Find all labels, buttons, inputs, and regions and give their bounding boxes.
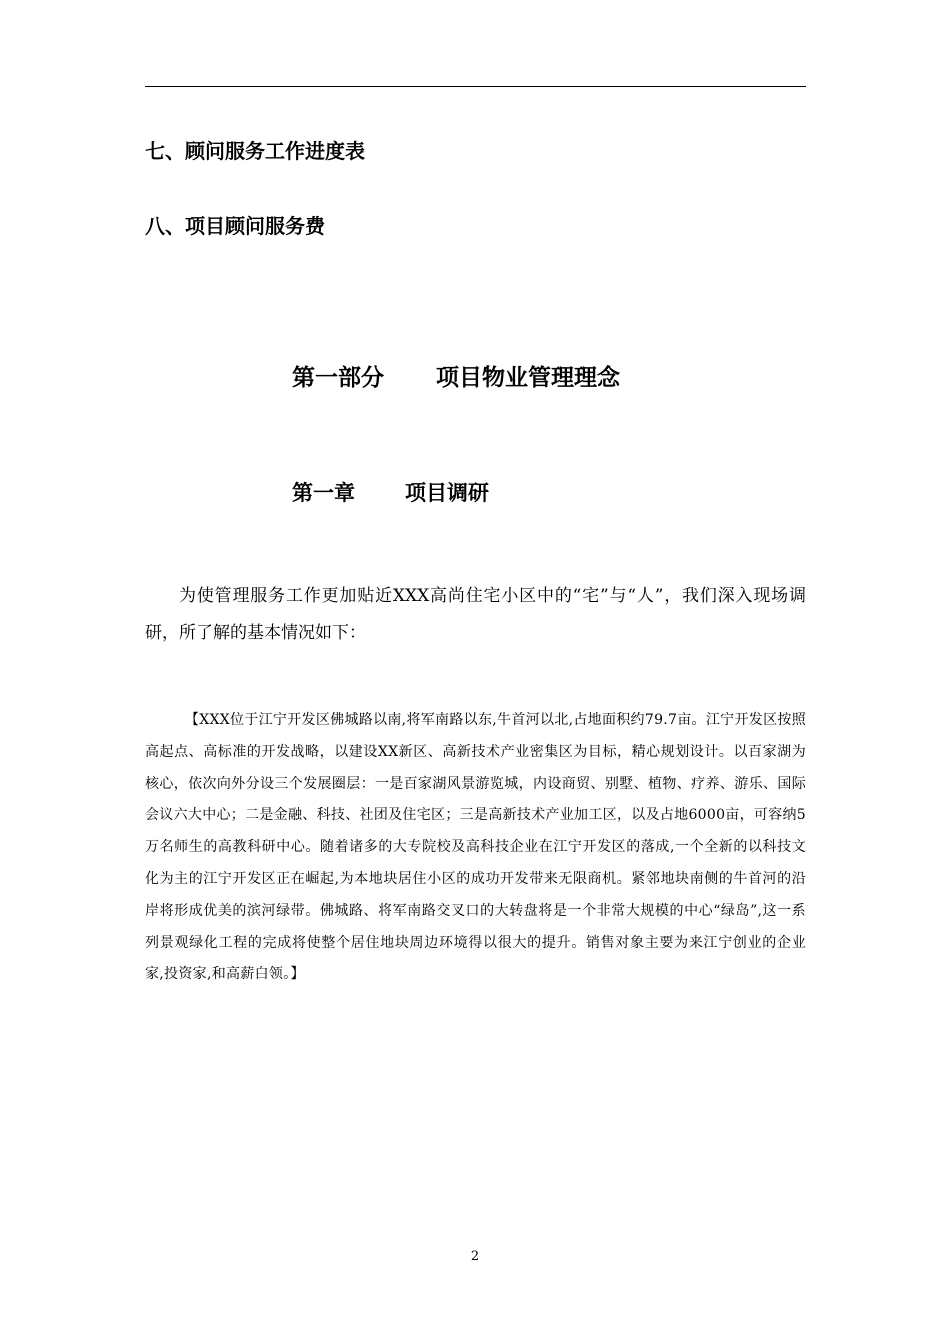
- chapter-title: 项目调研: [405, 481, 489, 505]
- intro-paragraph: 为使管理服务工作更加贴近XXX高尚住宅小区中的“宅”与“人”，我们深入现场调研，所了解的基本情况如下：: [145, 586, 806, 643]
- chapter-number: 第一章: [292, 481, 355, 505]
- page-number: 2: [470, 1249, 480, 1264]
- header-rule: [145, 86, 806, 87]
- part-number: 第一部分: [292, 365, 384, 391]
- toc-item-7: 七、顾问服务工作进度表: [145, 139, 365, 163]
- project-description-paragraph: 【XXX位于江宁开发区佛城路以南,将军南路以东,牛首河以北,占地面积约79.7亩。江宁开发区按照高起点、高标准的开发战略，以建设XX新区、高新技术产业密集区为目标，精心规划设计。以百家湖为核心，依次向外分设三个发展圈层：一是百家湖风景游览城，内设商贸、别墅、植物、疗养、游乐、国际会议六大中心；二是金融、科技、社团及住宅区；三是高新技术产业加工区，以及占地6000亩，可容纳5万名师生的高教科研中心。随着诸多的大专院校及高科技企业在江宁开发区的落成,一个全新的以科技文化为主的江宁开发区正在崛起,为本地块居住小区的成功开发带来无限商机。紧邻地块南侧的牛首河的沿岸将形成优美的滨河绿带。佛城路、将军南路交叉口的大转盘将是一个非常大规模的中心“绿岛”,这一系列景观绿化工程的完成将使整个居住地块周边环境得以很大的提升。销售对象主要为来江宁创业的企业家,投资家,和高薪白领。】: [145, 712, 806, 983]
- part-title: 项目物业管理理念: [436, 365, 620, 391]
- chapter-heading: [292, 478, 489, 508]
- part-heading: [292, 362, 620, 394]
- toc-item-8: 八、项目顾问服务费: [145, 214, 325, 238]
